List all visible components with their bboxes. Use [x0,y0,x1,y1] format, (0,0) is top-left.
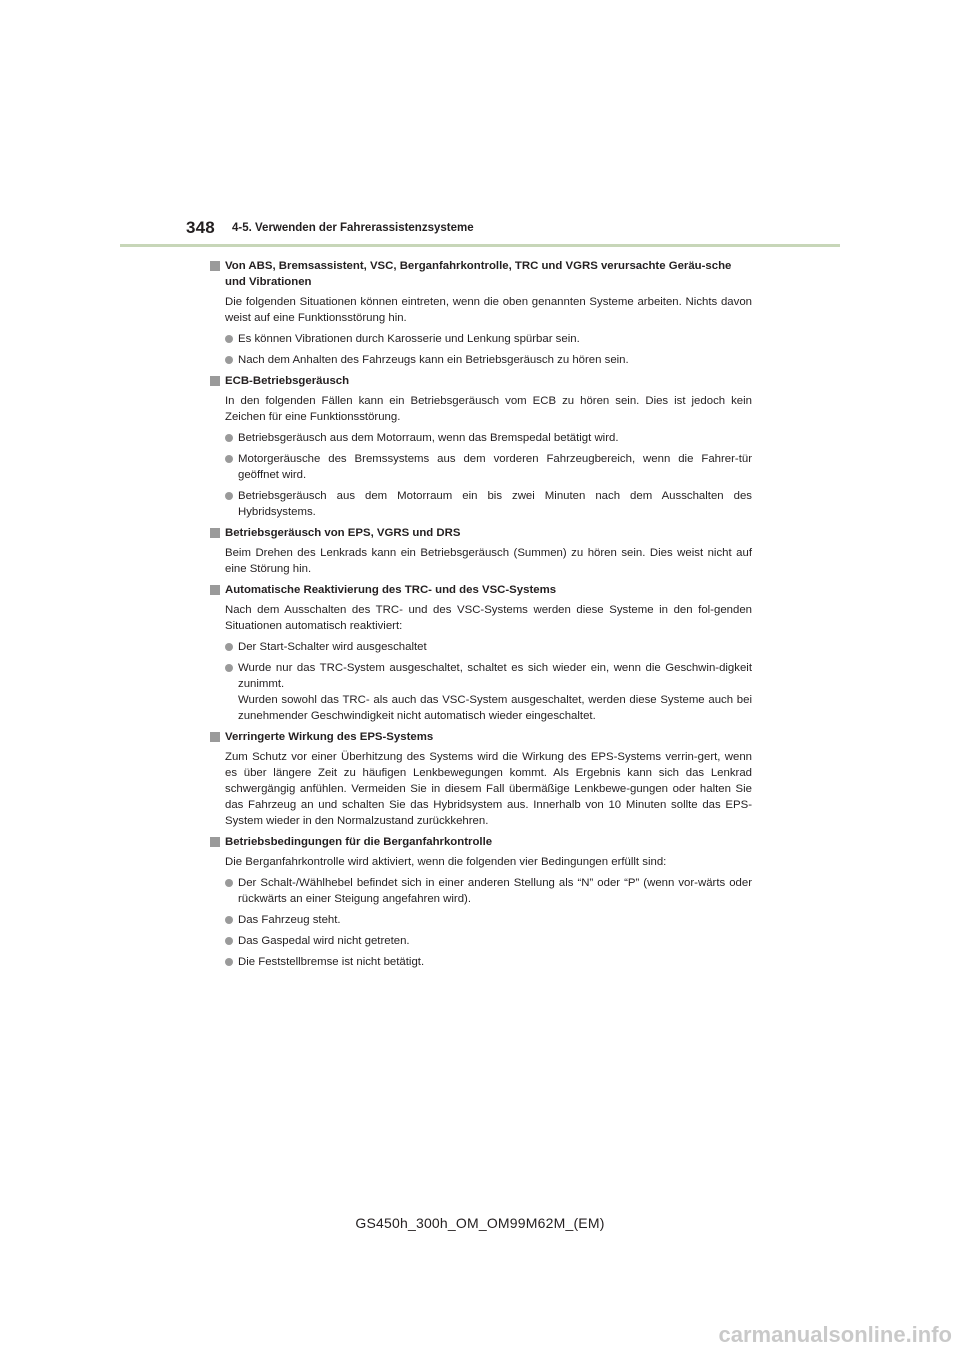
section-heading [210,834,752,850]
square-bullet-icon [210,732,220,742]
circle-bullet-icon [225,958,233,966]
section-heading [210,258,752,290]
bullet-text: Es können Vibrationen durch Karosserie und Lenkung spürbar sein. [238,333,580,345]
section-heading [210,525,752,541]
section-heading-text: Verringerte Wirkung des EPS-Systems [225,731,434,743]
section-body: In den folgenden Fällen kann ein Betriebsgeräusch vom ECB zu hören sein. Dies ist jedoch kein Zeichen für eine Funktionsstörung. [225,395,752,423]
square-bullet-icon [210,376,220,386]
section-heading-text: Betriebsbedingungen für die Berganfahrkontrolle [225,836,493,848]
section [210,373,752,520]
bullet-item [210,912,752,928]
circle-bullet-icon [225,356,233,364]
section-heading [210,373,752,389]
bullet-item [210,488,752,520]
section-body: Nach dem Ausschalten des TRC- und des VSC-Systems werden diese Systeme in den fol-genden Situationen automatisch reaktiviert: [225,604,752,632]
bullet-item [210,430,752,446]
bullet-text: Wurde nur das TRC-System ausgeschaltet, schaltet es sich wieder ein, wenn die Geschwin-digkeit zunimmt. Wurden sowohl das TRC- als auch das VSC-System ausgeschaltet, werden diese Systeme auch bei zunehmender Geschwindigkeit nicht automatisch wieder eingeschaltet. [238,662,752,722]
circle-bullet-icon [225,916,233,924]
section-body: Zum Schutz vor einer Überhitzung des Systems wird die Wirkung des EPS-Systems verrin-gert, wenn es über längere Zeit zu häufigen Lenkbewegungen kommt. Als Ergebnis kann sich das Lenkrad schwergängig anfühlen. Vermeiden Sie in diesem Fall übermäßige Lenkbewe-gungen oder halten Sie das Fahrzeug an und schalten Sie das Hybridsystem aus. Innerhalb von 10 Minuten sollte das EPS-System wieder in den Normalzustand zurückkehren. [225,751,752,827]
footer-code: GS450h_300h_OM_OM99M62M_(EM) [355,1215,605,1231]
section [210,582,752,724]
square-bullet-icon [210,837,220,847]
bullet-text: Motorgeräusche des Bremssystems aus dem vorderen Fahrzeugbereich, wenn die Fahrer-tür geöffnet wird. [238,453,752,481]
section [210,258,752,368]
bullet-item [210,954,752,970]
section-heading [210,582,752,598]
content [210,258,752,975]
chapter-title: 4-5. Verwenden der Fahrerassistenzsysteme [232,222,474,234]
bullet-text: Der Schalt-/Wählhebel befindet sich in einer anderen Stellung als “N” oder “P” (wenn vor-wärts oder rückwärts an einer Steigung angefahren wird). [238,877,752,905]
watermark-text: carmanualsonline.info [718,1322,952,1347]
circle-bullet-icon [225,643,233,651]
section [210,834,752,970]
bullet-item [210,660,752,724]
section-body: Die folgenden Situationen können eintreten, wenn die oben genannten Systeme arbeiten. Nichts davon weist auf eine Funktionsstörung hin. [225,296,752,324]
bullet-text: Das Gaspedal wird nicht getreten. [238,935,410,947]
bullet-text: Nach dem Anhalten des Fahrzeugs kann ein Betriebsgeräusch zu hören sein. [238,354,629,366]
bullet-item [210,352,752,368]
circle-bullet-icon [225,434,233,442]
bullet-item [210,639,752,655]
circle-bullet-icon [225,455,233,463]
bullet-item [210,451,752,483]
page-number: 348 [186,218,215,237]
bullet-item [210,875,752,907]
section [210,729,752,829]
section-heading [210,729,752,745]
square-bullet-icon [210,261,220,271]
circle-bullet-icon [225,492,233,500]
section-heading-text: Automatische Reaktivierung des TRC- und des VSC-Systems [225,584,557,596]
circle-bullet-icon [225,937,233,945]
section [210,525,752,577]
bullet-text: Betriebsgeräusch aus dem Motorraum ein bis zwei Minuten nach dem Ausschalten des Hybridsystems. [238,490,752,518]
bullet-text: Die Feststellbremse ist nicht betätigt. [238,956,425,968]
section-heading-text: Von ABS, Bremsassistent, VSC, Berganfahrkontrolle, TRC und VGRS verursachte Geräu-sche und Vibrationen [225,260,732,288]
bullet-text: Das Fahrzeug steht. [238,914,341,926]
bullet-item [210,933,752,949]
bullet-item [210,331,752,347]
section-body: Die Berganfahrkontrolle wird aktiviert, wenn die folgenden vier Bedingungen erfüllt sind: [225,856,667,868]
square-bullet-icon [210,528,220,538]
bullet-text: Der Start-Schalter wird ausgeschaltet [238,641,427,653]
section-heading-text: ECB-Betriebsgeräusch [225,375,350,387]
section-body: Beim Drehen des Lenkrads kann ein Betriebsgeräusch (Summen) zu hören sein. Dies weist nicht auf eine Störung hin. [225,547,752,575]
section-heading-text: Betriebsgeräusch von EPS, VGRS und DRS [225,527,461,539]
circle-bullet-icon [225,335,233,343]
square-bullet-icon [210,585,220,595]
circle-bullet-icon [225,664,233,672]
circle-bullet-icon [225,879,233,887]
bullet-text: Betriebsgeräusch aus dem Motorraum, wenn das Bremspedal betätigt wird. [238,432,619,444]
header-rule [120,244,840,247]
